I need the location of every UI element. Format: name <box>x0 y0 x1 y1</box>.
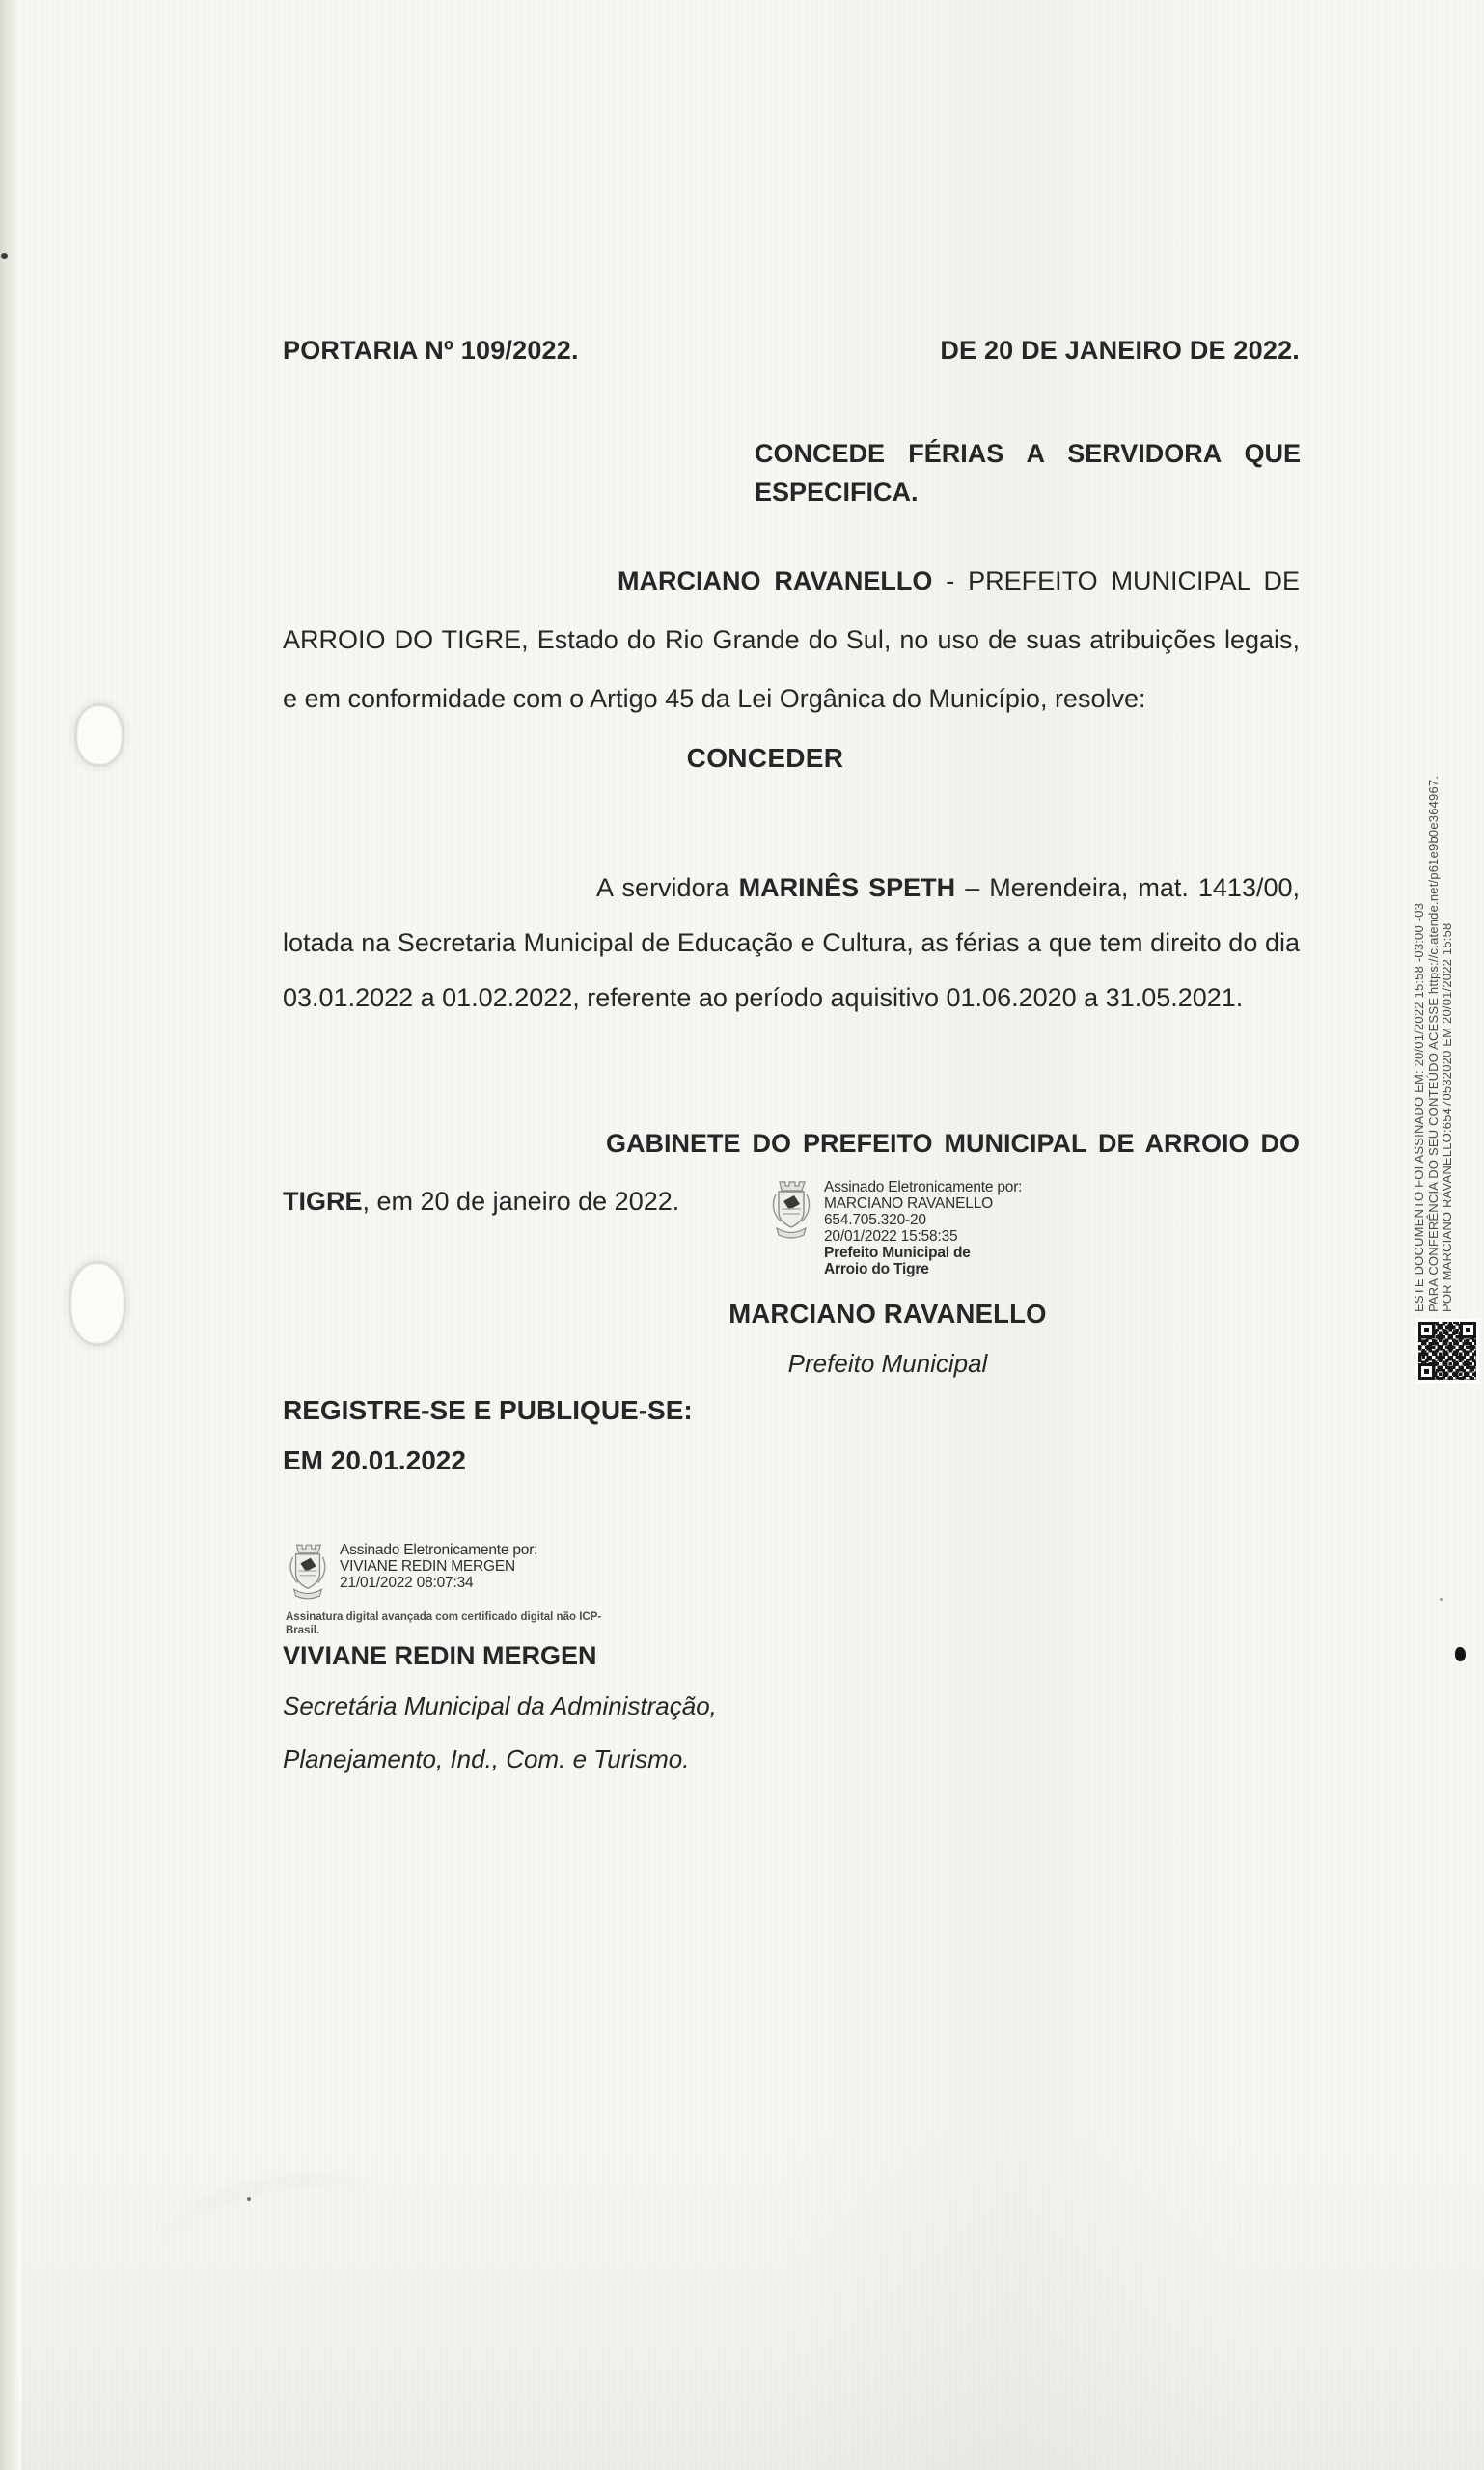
binding-hole-shadow <box>71 1264 124 1343</box>
verification-line-signer: POR MARCIANO RAVANELLO:65470532020 EM 20/01/2022 15:58 <box>1440 922 1455 1312</box>
verification-strip <box>1413 702 1455 1312</box>
subject-summary: CONCEDE FÉRIAS A SERVIDORA QUE ESPECIFICA. <box>755 439 1301 507</box>
stamp-role-line1: Prefeito Municipal de <box>824 1245 971 1261</box>
register-publish-line: REGISTRE-SE E PUBLIQUE-SE: <box>283 1395 693 1425</box>
mayor-signature-role: Prefeito Municipal <box>787 1349 988 1378</box>
portaria-number: PORTARIA Nº 109/2022. <box>283 336 579 365</box>
closing-rest: , em 20 de janeiro de 2022. <box>362 1187 680 1216</box>
scan-speck <box>1 253 8 259</box>
pencil-smudge <box>157 2161 382 2287</box>
verification-line-url: PARA CONFERÊNCIA DO SEU CONTEÚDO ACESSE https://c.atende.net/p61e9b0e364967. <box>1425 775 1441 1312</box>
verification-line-signed: ESTE DOCUMENTO FOI ASSINADO EM: 20/01/2022 15:58 -03:00 -03 <box>1412 902 1426 1312</box>
mayor-name-inline: MARCIANO RAVANELLO <box>618 566 933 595</box>
grant-paragraph <box>283 861 1300 1026</box>
document-header <box>283 336 1300 366</box>
qr-code-icon <box>1415 1319 1479 1383</box>
electronic-signature-stamp-mayor <box>768 1179 1096 1277</box>
grant-before: A servidora <box>596 873 739 902</box>
qr-finder-top-left <box>1418 1322 1435 1338</box>
digital-signature-note: Assinatura digital avançada com certificado digital não ICP-Brasil. <box>286 1611 602 1636</box>
secretary-role-line2: Planejamento, Ind., Com. e Turismo. <box>283 1744 690 1773</box>
electronic-signature-stamp-secretary <box>286 1542 614 1602</box>
qr-finder-top-right <box>1460 1322 1476 1338</box>
stamp-datetime: 20/01/2022 15:58:35 <box>824 1228 958 1245</box>
scan-speck <box>1440 1598 1443 1601</box>
coat-of-arms-icon <box>768 1179 814 1241</box>
stamp-datetime: 21/01/2022 08:07:34 <box>340 1575 474 1591</box>
stamp-signer-name: MARCIANO RAVANELLO <box>824 1195 993 1212</box>
stamp-text-block <box>340 1542 537 1591</box>
stamp-signed-label: Assinado Eletronicamente por: <box>340 1542 538 1558</box>
stamp-text-block <box>824 1179 1022 1277</box>
secretary-role-line1: Secretária Municipal da Administração, <box>283 1691 717 1720</box>
stamp-signer-name: VIVIANE REDIN MERGEN <box>340 1558 516 1575</box>
stamp-role-line2: Arroio do Tigre <box>824 1261 929 1277</box>
preamble-rest: - PREFEITO MUNICIPAL DE ARROIO DO TIGRE, Estado do Rio Grande do Sul, no uso de suas atribuições legais, e em conformidade com o Artigo 45 da Lei Orgânica do Município, resolve: <box>283 566 1300 713</box>
ink-blot <box>1455 1647 1466 1661</box>
mayor-signature-name: MARCIANO RAVANELLO <box>728 1299 1047 1329</box>
cabinet-bold: GABINETE DO PREFEITO MUNICIPAL DE ARROIO DO TIGRE <box>283 1129 1300 1216</box>
qr-finder-bottom-left <box>1418 1363 1435 1380</box>
resolution-heading: CONCEDER <box>686 743 844 773</box>
portaria-date: DE 20 DE JANEIRO DE 2022. <box>940 336 1300 365</box>
preamble-paragraph <box>283 552 1300 728</box>
scan-left-edge <box>0 0 21 2470</box>
stamp-signer-cpf: 654.705.320-20 <box>824 1212 926 1228</box>
stamp-signed-label: Assinado Eletronicamente por: <box>824 1179 1023 1195</box>
binding-hole-shadow <box>77 706 122 764</box>
servant-name-inline: MARINÊS SPETH <box>738 873 956 902</box>
coat-of-arms-icon <box>286 1542 330 1602</box>
grant-after: – Merendeira, mat. 1413/00, lotada na Secretaria Municipal de Educação e Cultura, as férias a que tem direito do dia 03.01.2022 a 01.02.2022, referente ao período aquisitivo 01.06.2020 a 31.05.2021. <box>283 873 1300 1012</box>
register-date-line: EM 20.01.2022 <box>283 1445 466 1475</box>
secretary-signature-name: VIVIANE REDIN MERGEN <box>283 1641 597 1670</box>
